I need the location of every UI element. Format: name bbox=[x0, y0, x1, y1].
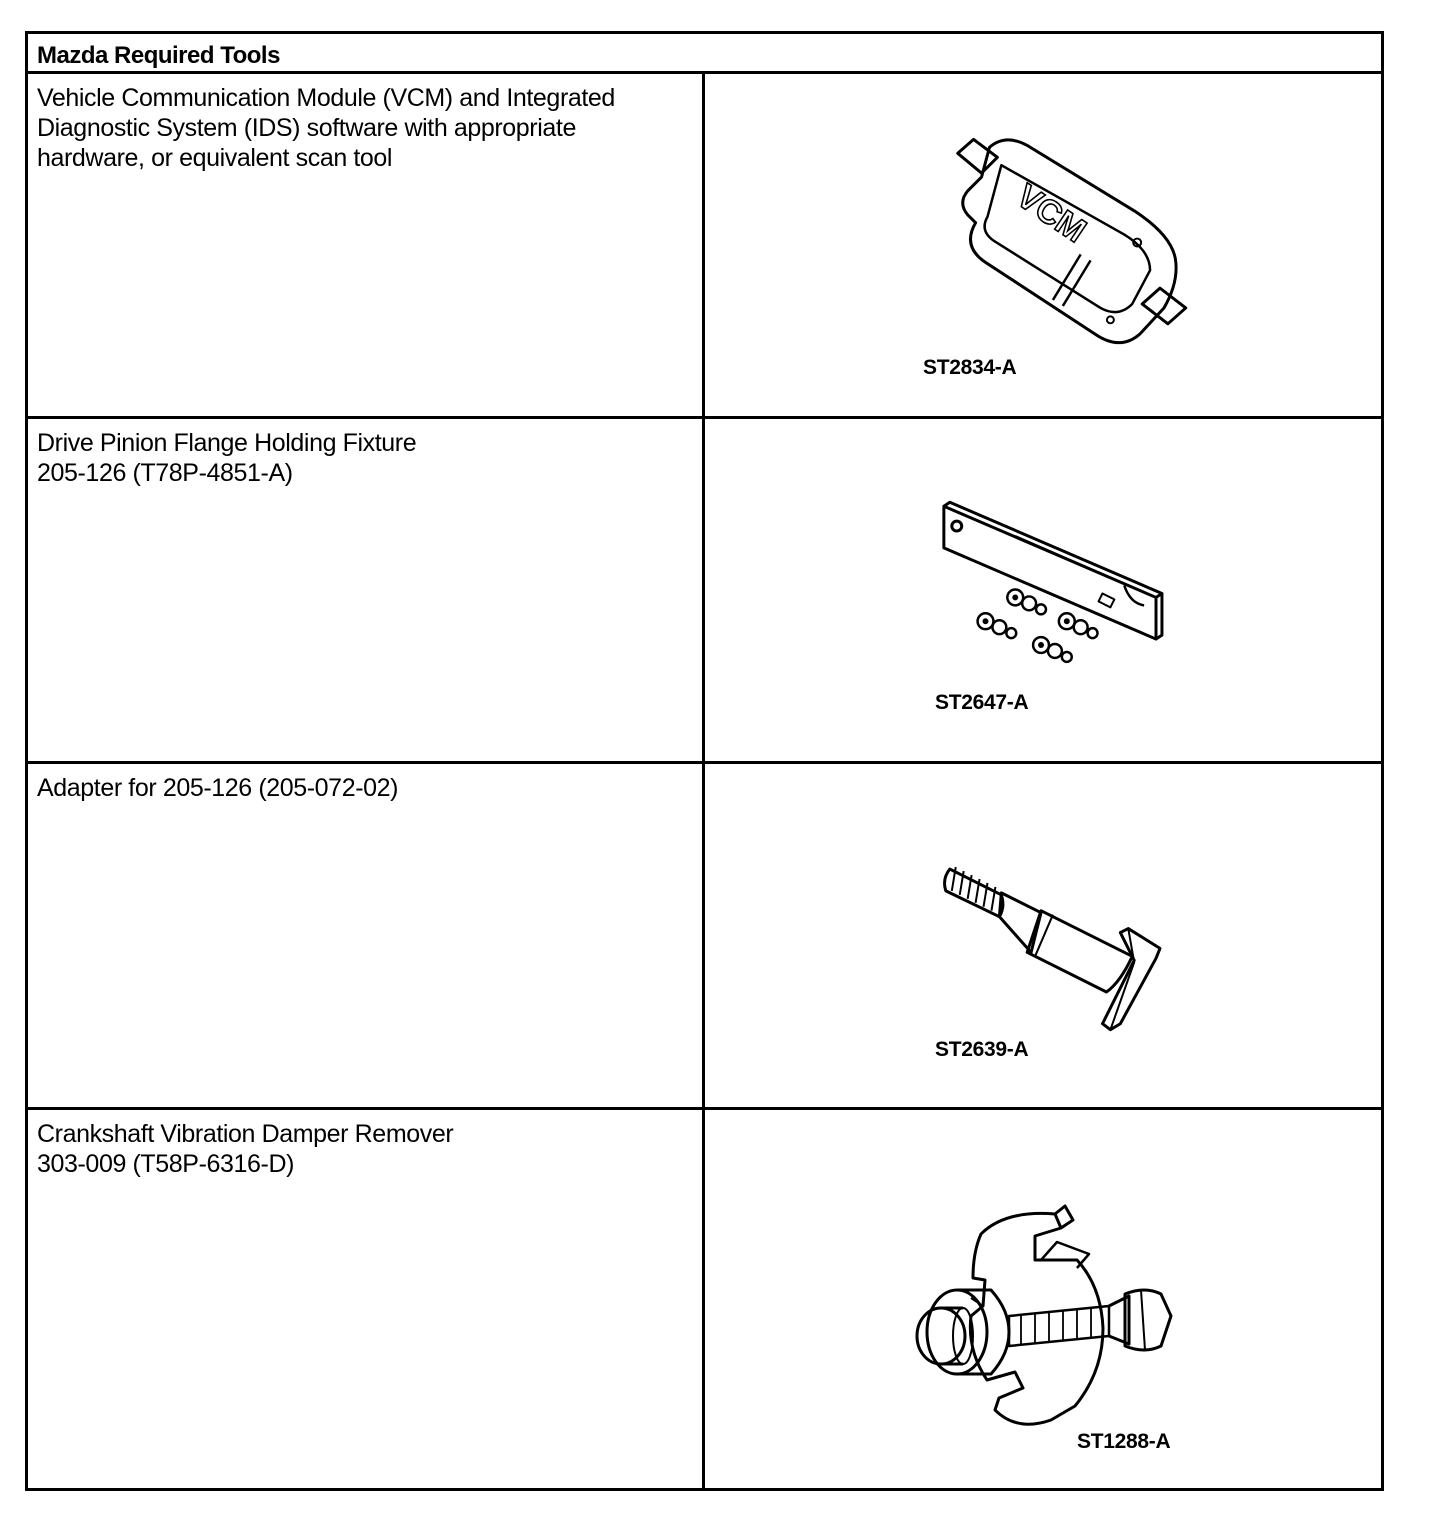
vcm-illustration-label: VCM bbox=[1009, 176, 1093, 251]
tool-description-line: Crankshaft Vibration Damper Remover bbox=[37, 1120, 454, 1148]
tool-illustration-cell bbox=[705, 74, 1381, 416]
tool-description-line: hardware, or equivalent scan tool bbox=[37, 144, 393, 172]
tool-row-adapter bbox=[28, 764, 1381, 1110]
image-code: ST2647-A bbox=[935, 691, 1029, 714]
tool-description-line: 303-009 (T58P-6316-D) bbox=[37, 1150, 295, 1178]
fixture-bolts bbox=[978, 590, 1098, 662]
tool-illustration-cell bbox=[705, 419, 1381, 761]
holding-fixture-illustration bbox=[705, 419, 1381, 761]
table-header bbox=[28, 34, 1381, 74]
vcm-module-illustration bbox=[705, 74, 1381, 416]
image-code: ST1288-A bbox=[1077, 1430, 1171, 1453]
tool-description-line: 205-126 (T78P-4851-A) bbox=[37, 459, 293, 487]
tool-row-flange-holding-fixture bbox=[28, 419, 1381, 764]
tool-description-line: Drive Pinion Flange Holding Fixture bbox=[37, 429, 417, 457]
tool-illustration-cell bbox=[705, 764, 1381, 1107]
tool-description-line: Diagnostic System (IDS) software with appropriate bbox=[37, 114, 576, 142]
image-code: ST2639-A bbox=[935, 1038, 1029, 1061]
tool-illustration-cell bbox=[705, 1110, 1381, 1488]
tool-row-vcm bbox=[28, 74, 1381, 419]
tool-description-cell bbox=[28, 74, 705, 416]
tool-description-line: Vehicle Communication Module (VCM) and Integrated bbox=[37, 84, 615, 112]
damper-remover-illustration bbox=[705, 1110, 1381, 1488]
tool-row-damper-remover bbox=[28, 1110, 1381, 1488]
table-title: Mazda Required Tools bbox=[37, 42, 280, 69]
tool-description-cell bbox=[28, 764, 705, 1107]
tool-description-line: Adapter for 205-126 (205-072-02) bbox=[37, 774, 399, 802]
adapter-illustration bbox=[705, 764, 1381, 1107]
required-tools-table bbox=[25, 31, 1384, 1491]
tool-description-cell bbox=[28, 419, 705, 761]
tool-description-cell bbox=[28, 1110, 705, 1488]
image-code: ST2834-A bbox=[923, 356, 1017, 379]
